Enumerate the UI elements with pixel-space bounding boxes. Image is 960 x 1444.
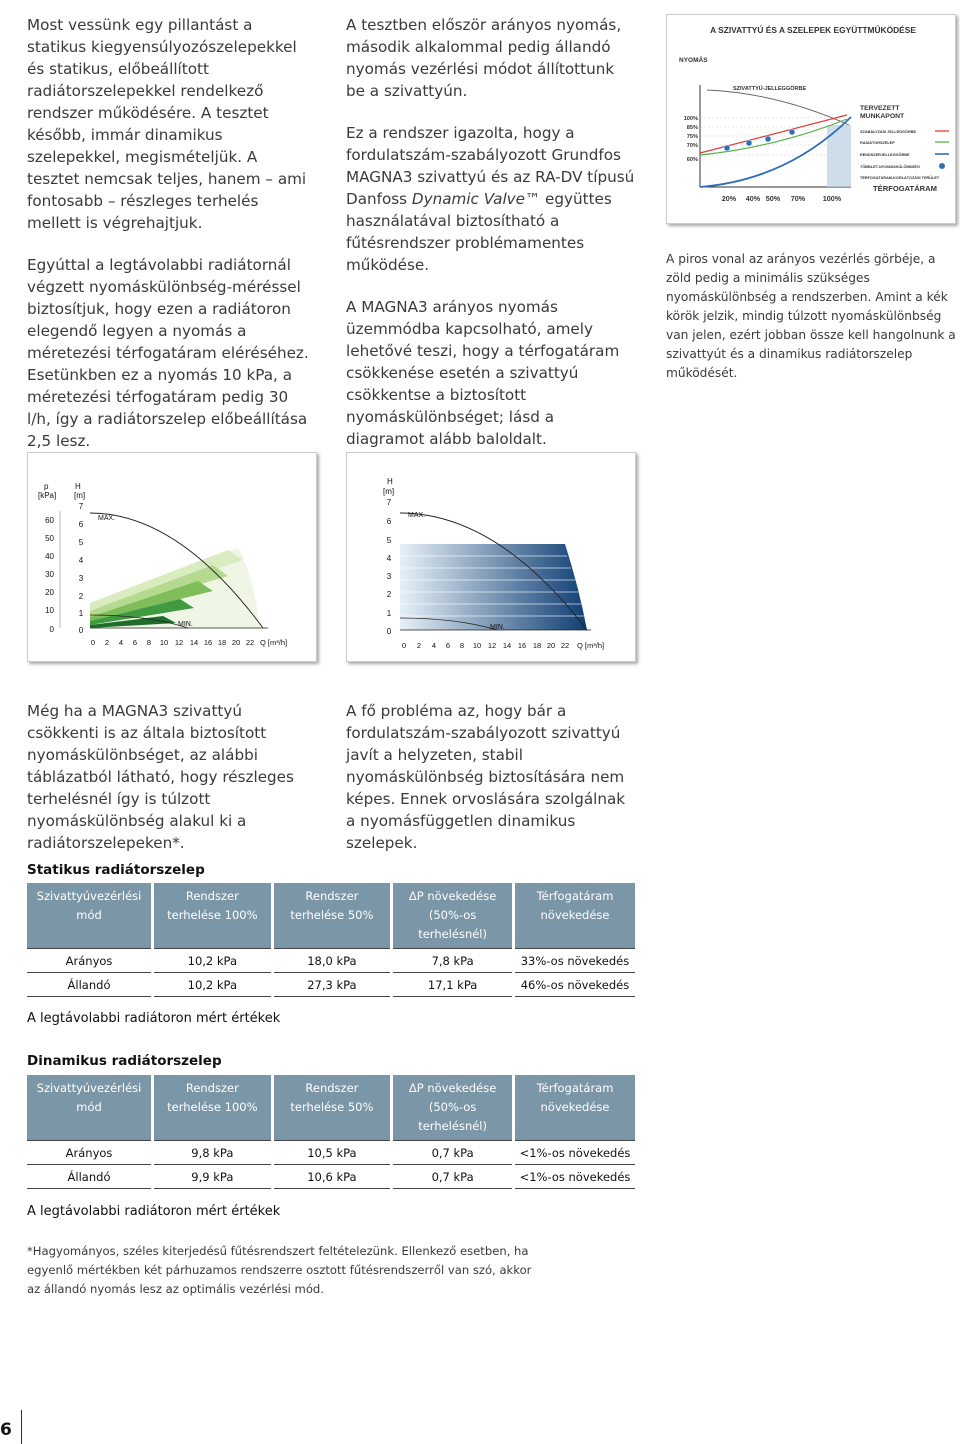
max-label: MAX. xyxy=(98,515,116,522)
table-cell: 10,2 kPa xyxy=(153,949,273,973)
p-axis-unit: [kPa] xyxy=(38,491,57,500)
table-cell: Állandó xyxy=(27,1165,153,1189)
intro-paragraph-1: Most vessünk egy pillantást a statikus kiegyensúlyozószelepekkel és statikus, előbeállított radiátorszelepekkel rendelkező rendszer működésére. A tesztet később, immár dinamikus szelepekkel, megismételjük. A tesztet nemcsak teljes, hanem – ami fontosabb – részleges terhelés mellett is végrehajtjuk. xyxy=(27,16,307,232)
table-header: ΔP növekedése (50%-os terhelésnél) xyxy=(392,883,514,949)
p-tick: 20 xyxy=(45,588,54,597)
min-label: MIN. xyxy=(490,624,505,631)
p-tick: 10 xyxy=(45,606,54,615)
table-row xyxy=(27,949,635,973)
p-tick: 40 xyxy=(45,552,54,561)
q-tick: 16 xyxy=(517,641,527,650)
q-tick: 16 xyxy=(203,638,213,647)
test-column xyxy=(346,14,636,470)
diagram-y-tick: 75% xyxy=(686,134,698,140)
q-tick: 8 xyxy=(459,641,465,650)
table-cell: 18,0 kPa xyxy=(272,949,392,973)
pump-chart-proportional xyxy=(27,452,317,662)
q-tick: 14 xyxy=(189,638,199,647)
diagram-x-tick: 70% xyxy=(790,194,806,203)
q-tick: 12 xyxy=(174,638,184,647)
h-tick: 5 xyxy=(386,536,392,545)
dynamic-table-note: A legtávolabbi radiátoron mért értékek xyxy=(27,1204,281,1219)
q-tick: 0 xyxy=(90,638,96,647)
q-tick: 10 xyxy=(159,638,169,647)
diagram-y-label: NYOMÁS xyxy=(679,57,708,64)
diagram-x-tick: 20% xyxy=(721,194,737,203)
table-cell: Arányos xyxy=(27,1141,153,1165)
table-cell: 9,8 kPa xyxy=(153,1141,273,1165)
static-valve-title: Statikus radiátorszelep xyxy=(27,862,205,878)
table-cell: 9,9 kPa xyxy=(153,1165,273,1189)
table-header: Szivattyúvezérlési mód xyxy=(27,1075,153,1141)
p-tick: 50 xyxy=(45,534,54,543)
mid-left-paragraph: Még ha a MAGNA3 szivattyú csökkenti is az általa biztosított nyomáskülönbséget, az alábbi táblázatból látható, hogy részleges terhelésnél így is túlzott nyomáskülönbség alakul ki a radiátorszelepeken*. xyxy=(27,702,294,852)
legend-label: RADIÁTORSZELEP xyxy=(860,141,895,145)
static-table-note: A legtávolabbi radiátoron mért értékek xyxy=(27,1011,281,1026)
max-label: MAX. xyxy=(408,512,426,519)
intro-column xyxy=(27,14,312,472)
pump-chart-constant-svg xyxy=(347,453,635,661)
mid-right-paragraph: A fő probléma az, hogy bár a fordulatszám-szabályozott szivattyú javít a helyzeten, stabil nyomáskülönbség biztosítására nem képes. Ennek orvoslására szolgálnak a nyomásfüggetlen dinamikus szelepek. xyxy=(346,702,626,852)
diagram-title: A SZIVATTYÚ ÉS A SZELEPEK EGYÜTTMŰKÖDÉSE xyxy=(710,25,916,35)
h-axis-unit: [m] xyxy=(383,487,395,496)
q-axis-label: Q [m³/h] xyxy=(577,641,605,650)
diagram-y-tick: 100% xyxy=(683,116,698,122)
page-number-divider xyxy=(21,1410,22,1444)
workpoint-label: TERVEZETT MUNKAPONT xyxy=(860,105,905,120)
diagram-y-tick: 85% xyxy=(686,125,698,131)
diagram-x-tick: 50% xyxy=(765,194,781,203)
proportional-curves xyxy=(90,513,263,628)
q-tick: 18 xyxy=(532,641,542,650)
h-tick: 3 xyxy=(386,572,392,581)
table-cell: Arányos xyxy=(27,949,153,973)
table-cell: 10,2 kPa xyxy=(153,973,273,997)
table-row xyxy=(27,1141,635,1165)
dynamic-valve-table xyxy=(27,1075,635,1189)
h-axis-unit: [m] xyxy=(74,491,86,500)
h-tick: 1 xyxy=(386,609,392,618)
h-tick: 7 xyxy=(78,502,84,511)
cooperation-diagram xyxy=(666,14,956,224)
p-tick: 0 xyxy=(49,625,54,634)
table-cell: 7,8 kPa xyxy=(392,949,514,973)
dynamic-valve-name: Dynamic Valve™ xyxy=(411,190,541,208)
diagram-x-tick: 100% xyxy=(822,194,842,203)
table-cell: 0,7 kPa xyxy=(392,1141,514,1165)
h-tick: 0 xyxy=(386,627,392,636)
q-tick: 4 xyxy=(118,638,124,647)
table-header: Rendszer terhelése 100% xyxy=(153,1075,273,1141)
mid-right-text xyxy=(346,700,626,854)
diagram-x-tick: 40% xyxy=(745,194,761,203)
h-tick: 3 xyxy=(78,574,84,583)
min-label: MIN. xyxy=(178,621,193,628)
test-paragraph-1: A tesztben először arányos nyomás, második alkalommal pedig állandó nyomás vezérlési módot állítottunk be a szivattyún. xyxy=(346,16,622,100)
diagram-y-tick: 60% xyxy=(686,157,698,163)
q-tick: 8 xyxy=(146,638,152,647)
table-cell: 10,5 kPa xyxy=(272,1141,392,1165)
q-tick: 20 xyxy=(231,638,241,647)
table-header: Térfogatáram növekedése xyxy=(514,1075,636,1141)
table-cell: 10,6 kPa xyxy=(272,1165,392,1189)
table-row xyxy=(27,973,635,997)
table-header: Térfogatáram növekedése xyxy=(514,883,636,949)
table-cell: 17,1 kPa xyxy=(392,973,514,997)
h-axis-label: H xyxy=(75,482,81,491)
mid-left-text xyxy=(27,700,317,854)
q-tick: 2 xyxy=(104,638,110,647)
q-tick: 4 xyxy=(431,641,437,650)
p-tick: 30 xyxy=(45,570,54,579)
diagram-caption: A piros vonal az arányos vezérlés görbéje, a zöld pedig a minimális szükséges nyomáskülönbség a rendszerben. Amint a kék körök jelzik, mindig túlzott nyomáskülönbség van jelen, ezért jobban össze kell hangolnunk a szivattyút és a dinamikus radiátorszelep működését. xyxy=(666,252,956,380)
table-header: Rendszer terhelése 50% xyxy=(272,883,392,949)
table-cell: <1%-os növekedés xyxy=(514,1141,636,1165)
table-cell: 0,7 kPa xyxy=(392,1165,514,1189)
table-cell: 27,3 kPa xyxy=(272,973,392,997)
h-tick: 4 xyxy=(386,554,392,563)
legend-label: RENDSZERJELLEGGÖRBE xyxy=(860,153,910,157)
diagram-y-tick: 70% xyxy=(686,143,698,149)
table-header: Rendszer terhelése 100% xyxy=(153,883,273,949)
q-tick: 10 xyxy=(472,641,482,650)
table-header: Szivattyúvezérlési mód xyxy=(27,883,153,949)
legend-label: TÖBBLET-NYOMÁSKÜLÖNBSÉG xyxy=(860,165,920,169)
page-number: 6 xyxy=(0,1420,12,1440)
p-tick: 60 xyxy=(45,516,54,525)
pump-chart-proportional-svg xyxy=(28,453,316,661)
table-header: Rendszer terhelése 50% xyxy=(272,1075,392,1141)
cooperation-diagram-svg xyxy=(667,15,955,223)
q-tick: 14 xyxy=(502,641,512,650)
h-tick: 6 xyxy=(386,517,392,526)
h-tick: 2 xyxy=(386,590,392,599)
radiator-valve-curve xyxy=(700,119,847,155)
test-paragraph-2: Ez a rendszer igazolta, hogy a fordulatszám-szabályozott Grundfos MAGNA3 szivattyú és az RA-DV típusú Danfoss Dynamic Valve™ együttes használatával biztosítható a fűtésrendszer problémamentes működése. xyxy=(346,124,635,274)
h-tick: 6 xyxy=(78,520,84,529)
diagram-curve-label: SZIVATTYÚ-JELLEGGÖRBE xyxy=(733,86,807,92)
table-cell: 33%-os növekedés xyxy=(514,949,636,973)
q-tick: 22 xyxy=(245,638,255,647)
q-tick: 20 xyxy=(546,641,556,650)
h-tick: 0 xyxy=(78,626,84,635)
q-tick: 2 xyxy=(416,641,422,650)
static-valve-table xyxy=(27,883,635,997)
table-cell: 46%-os növekedés xyxy=(514,973,636,997)
intro-paragraph-2: Egyúttal a legtávolabbi radiátornál végzett nyomáskülönbség-méréssel biztosítjuk, hogy ezen a radiátoron elegendő legyen a nyomás a méretezési térfogatáram eléréséhez. Esetünkben ez a nyomás 10 kPa, a méretezési térfogatáram pedig 30 l/h, így a radiátorszelep előbeállítása 2,5 lesz. xyxy=(27,256,309,450)
table-cell: <1%-os növekedés xyxy=(514,1165,636,1189)
h-tick: 5 xyxy=(78,538,84,547)
q-tick: 18 xyxy=(217,638,227,647)
test-paragraph-3: A MAGNA3 arányos nyomás üzemmódba kapcsolható, amely lehetővé teszi, hogy a térfogatáram csökkenése esetén a szivattyú csökkentse a biztosított nyomáskülönbséget; lásd a diagramot alább baloldalt. xyxy=(346,298,620,448)
h-tick: 2 xyxy=(78,592,84,601)
diagram-x-label: TÉRFOGATÁRAM xyxy=(873,184,937,193)
pump-chart-constant xyxy=(346,452,636,662)
dynamic-valve-title: Dinamikus radiátorszelep xyxy=(27,1053,222,1069)
footnote: *Hagyományos, széles kiterjedésű fűtésrendszert feltételezünk. Ellenkező esetben, ha egyenlő mértékben két párhuzamos rendszerre osztott fűtésrendszerről van szó, akkor az állandó nyomás lesz az optimális vezérlési mód. xyxy=(27,1244,532,1296)
q-tick: 22 xyxy=(560,641,570,650)
h-axis-label: H xyxy=(387,477,393,486)
h-tick: 1 xyxy=(78,609,84,618)
q-tick: 0 xyxy=(401,641,407,650)
constant-curves xyxy=(400,513,587,630)
table-header: ΔP növekedése (50%-os terhelésnél) xyxy=(392,1075,514,1141)
table-cell: Állandó xyxy=(27,973,153,997)
q-tick: 6 xyxy=(445,641,451,650)
q-tick: 6 xyxy=(132,638,138,647)
regulation-curve xyxy=(700,115,847,153)
q-tick: 12 xyxy=(487,641,497,650)
legend-label: SZABÁLYZÁSI JELLEGGÖRBE xyxy=(860,130,916,134)
h-tick: 7 xyxy=(386,498,392,507)
legend-label: TÉRFOGATÁRAM-KORLÁTOZÁSI TERÜLET xyxy=(860,176,940,180)
q-axis-label: Q [m³/h] xyxy=(260,638,288,647)
p-axis-label: p xyxy=(44,482,49,491)
diagram-legend xyxy=(860,129,949,180)
table-row xyxy=(27,1165,635,1189)
h-tick: 4 xyxy=(78,556,84,565)
